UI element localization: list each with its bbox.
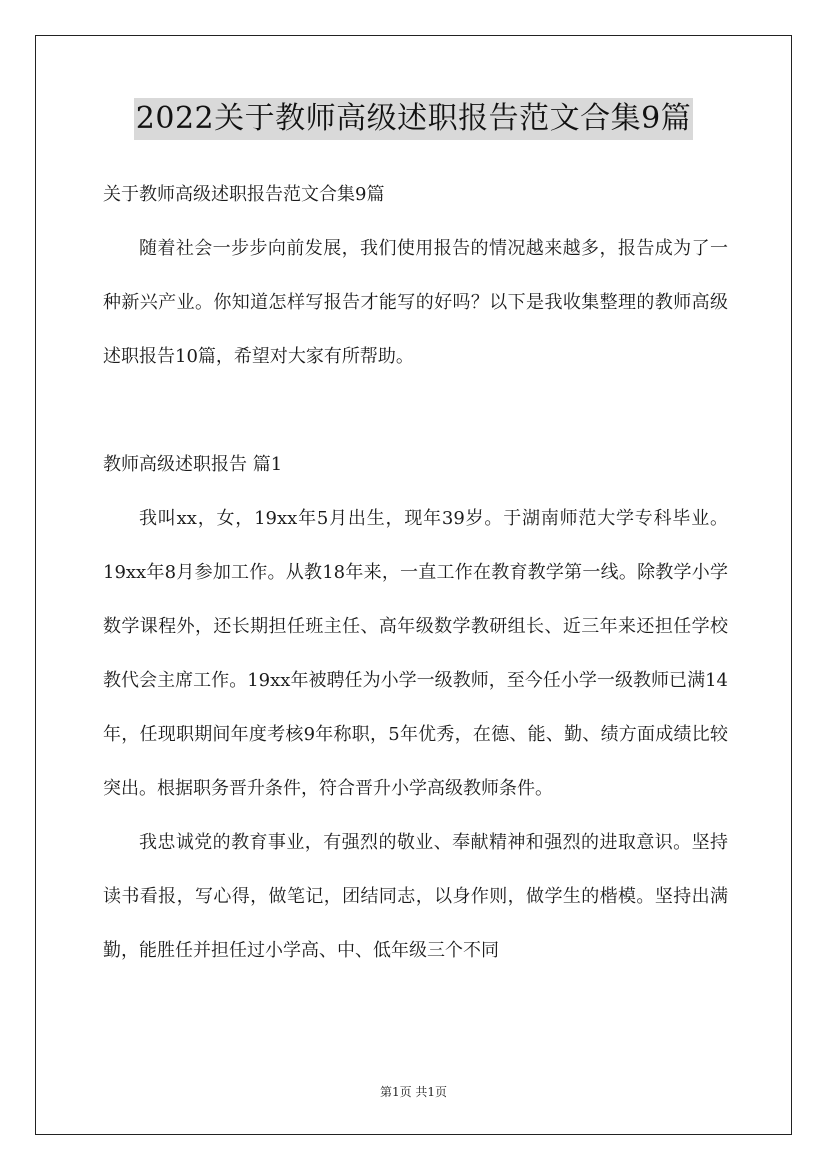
intro-paragraph: 随着社会一步步向前发展，我们使用报告的情况越来越多，报告成为了一种新兴产业。你知道怎样写报告才能写的好吗？以下是我收集整理的教师高级述职报告10篇，希望对大家有所帮助。 [103, 238, 728, 367]
section-heading: 教师高级述职报告 篇1 [103, 454, 283, 475]
section-spacer [103, 384, 728, 438]
document-title: 2022关于教师高级述职报告范文合集9篇 [134, 98, 693, 140]
document-subtitle: 关于教师高级述职报告范文合集9篇 [103, 184, 385, 205]
document-body [103, 168, 728, 978]
body-paragraph-2: 我忠诚党的教育事业，有强烈的敬业、奉献精神和强烈的进取意识。坚持读书看报，写心得，做笔记，团结同志，以身作则，做学生的楷模。坚持出满勤，能胜任并担任过小学高、中、低年级三个不同 [103, 832, 728, 961]
page-footer: 第1页 共1页 [379, 1085, 448, 1099]
body-paragraph-1: 我叫xx，女，19xx年5月出生，现年39岁。于湖南师范大学专科毕业。19xx年8月参加工作。从教18年来，一直工作在教育教学第一线。除教学小学数学课程外，还长期担任班主任、高年级数学教研组长、近三年来还担任学校教代会主席工作。19xx年被聘任为小学一级教师，至今任小学一级教师已满14年，任现职期间年度考核9年称职，5年优秀，在德、能、勤、绩方面成绩比较突出。根据职务晋升条件，符合晋升小学高级教师条件。 [103, 508, 728, 799]
title-container [0, 98, 827, 140]
